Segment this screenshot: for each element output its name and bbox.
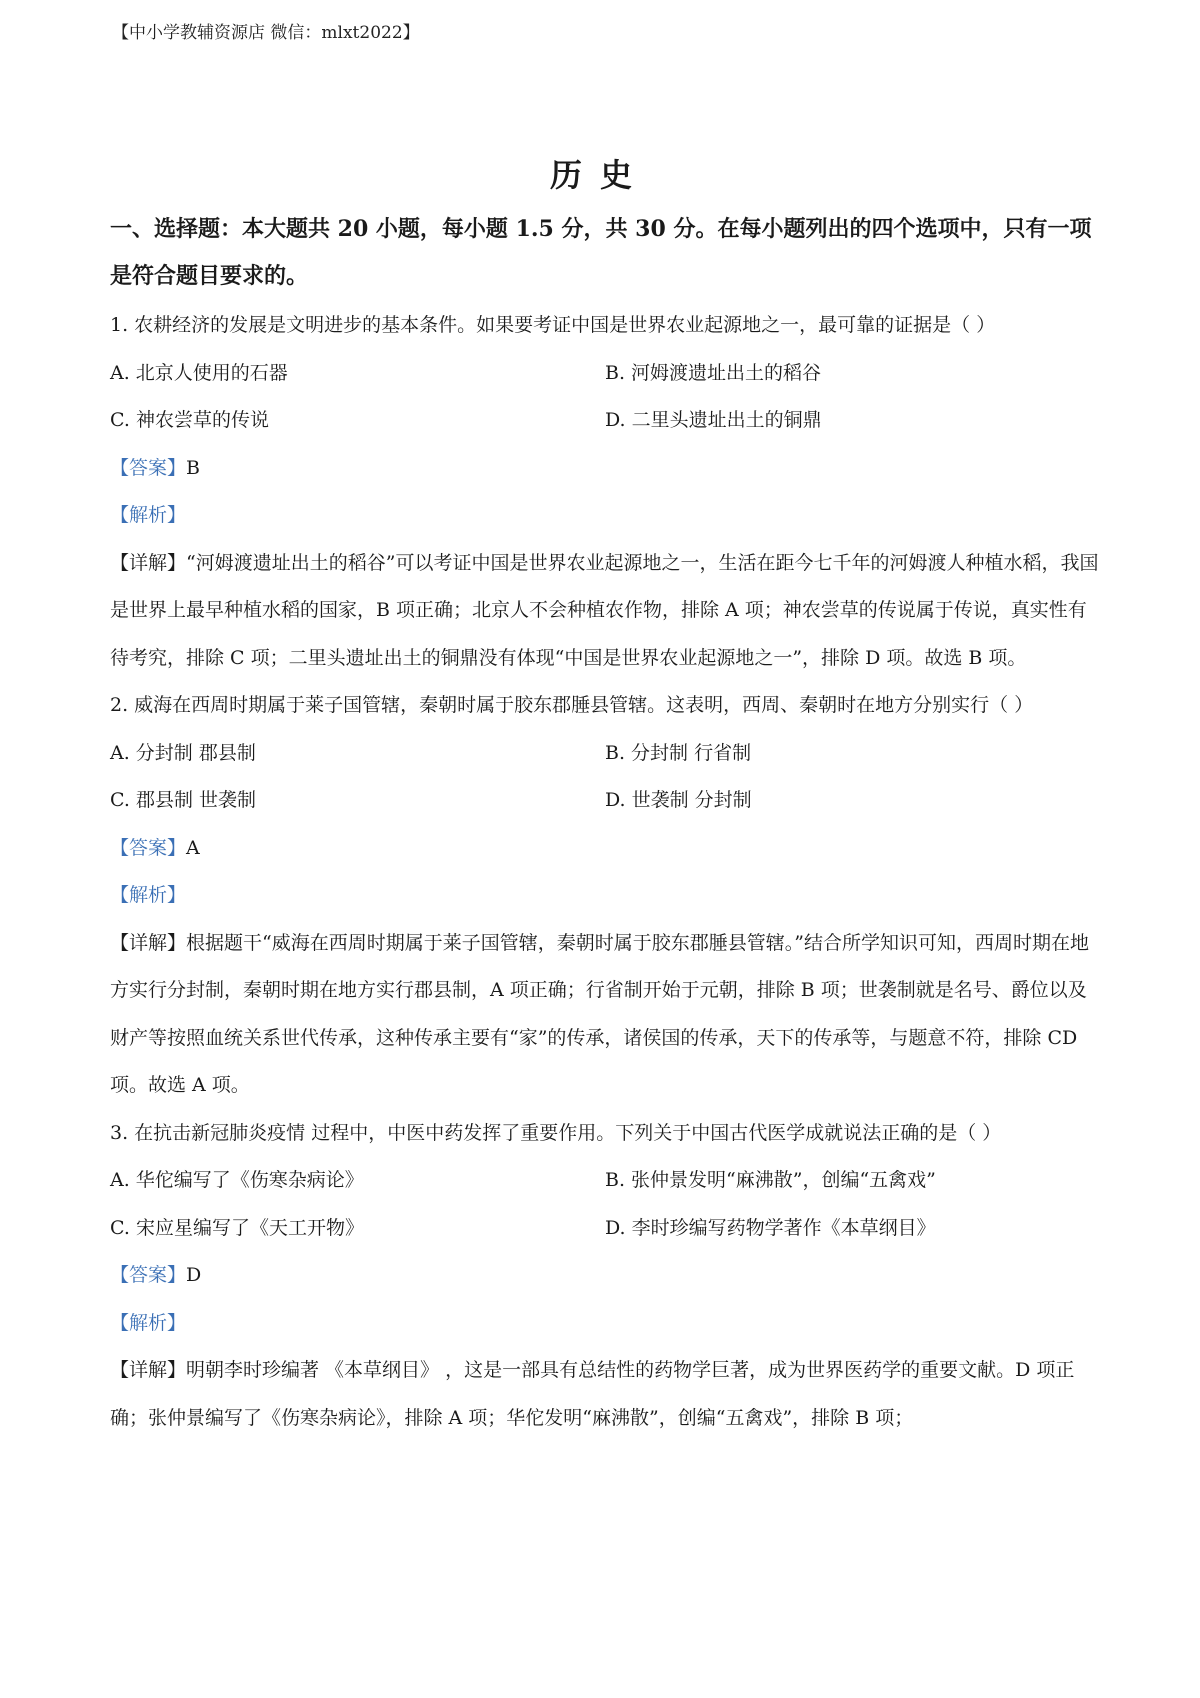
detail-text: “河姆渡遗址出土的稻谷”可以考证中国是世界农业起源地之一，生活在距今七千年的河姆渡人种植水稻，我国是世界上最早种植水稻的国家，B 项正确；北京人不会种植农作物，排除 A 项；神农尝草的传说属于传说，真实性有待考究，排除 C 项；二里头遗址出土的铜鼎没有体现“中国是世界农业起源地之一”，排除 D 项。故选 B 项。 <box>110 551 1099 669</box>
question-1-stem: 1. 农耕经济的发展是文明进步的基本条件。如果要考证中国是世界农业起源地之一，最可靠的证据是（ ） <box>110 314 996 336</box>
question-2-options <box>110 730 1100 825</box>
question-3-analysis-label: 【解析】 <box>110 1311 187 1334</box>
question-2 <box>110 682 1100 1110</box>
question-1-option-d: D. 二里头遗址出土的铜鼎 <box>605 409 822 431</box>
question-3 <box>110 1110 1100 1443</box>
question-1-option-b: B. 河姆渡遗址出土的稻谷 <box>605 361 822 384</box>
answer-value: A <box>186 836 200 859</box>
question-2-option-d: D. 世袭制 分封制 <box>605 789 752 811</box>
question-3-option-b: B. 张仲景发明“麻沸散”，创编“五禽戏” <box>605 1169 936 1191</box>
watermark-text: 【中小学教辅资源店 微信：mlxt2022】 <box>112 23 420 43</box>
answer-value: B <box>186 456 200 479</box>
detail-label: 【详解】 <box>110 1359 187 1381</box>
question-3-option-d: D. 李时珍编写药物学著作《本草纲目》 <box>605 1216 936 1239</box>
question-2-option-b: B. 分封制 行省制 <box>605 741 752 764</box>
question-1 <box>110 302 1100 682</box>
question-1-options <box>110 350 1100 445</box>
detail-text: 根据题干“威海在西周时期属于莱子国管辖，秦朝时属于胶东郡腄县管辖。”结合所学知识可知，西周时期在地方实行分封制，秦朝时期在地方实行郡县制，A 项正确；行省制开始于元朝，排除 B 项；世袭制就是名号、爵位以及财产等按照血统关系世代传承，这种传承主要有“家”的传承，诸侯国的传承，天下的传承等，与题意不符，排除 CD 项。故选 A 项。 <box>110 931 1089 1096</box>
question-3-options <box>110 1157 1100 1252</box>
question-1-analysis-label: 【解析】 <box>110 504 187 526</box>
question-1-option-a: A. 北京人使用的石器 <box>110 361 288 384</box>
question-2-stem: 2. 威海在西周时期属于莱子国管辖，秦朝时属于胶东郡腄县管辖。这表明，西周、秦朝时在地方分别实行（ ） <box>110 694 1034 716</box>
answer-label: 【答案】 <box>110 1264 187 1286</box>
question-2-answer <box>110 825 1100 873</box>
detail-label: 【详解】 <box>110 931 187 954</box>
question-3-option-c: C. 宋应星编写了《天工开物》 <box>110 1216 364 1239</box>
question-3-option-a: A. 华佗编写了《伤寒杂病论》 <box>110 1169 364 1191</box>
question-1-detail <box>110 540 1100 683</box>
section-heading: 一、选择题：本大题共 20 小题，每小题 1.5 分，共 30 分。在每小题列出的四个选项中，只有一项是符合题目要求的。 <box>110 216 1092 289</box>
question-1-answer <box>110 445 1100 493</box>
detail-label: 【详解】 <box>110 551 187 574</box>
question-3-answer <box>110 1252 1100 1300</box>
question-3-stem: 3. 在抗击新冠肺炎疫情 过程中，中医中药发挥了重要作用。下列关于中国古代医学成就说法正确的是（ ） <box>110 1121 1002 1144</box>
question-2-analysis-label: 【解析】 <box>110 884 187 906</box>
question-2-option-a: A. 分封制 郡县制 <box>110 741 256 764</box>
question-2-detail <box>110 920 1100 1110</box>
answer-label: 【答案】 <box>110 836 187 859</box>
question-1-option-c: C. 神农尝草的传说 <box>110 409 269 431</box>
document-body <box>110 206 1100 1442</box>
answer-value: D <box>186 1264 202 1286</box>
page-title: 历史 <box>549 156 650 194</box>
detail-text: 明朝李时珍编著 《本草纲目》 ，这是一部具有总结性的药物学巨著，成为世界医药学的重要文献。D 项正确；张仲景编写了《伤寒杂病论》，排除 A 项；华佗发明“麻沸散”，创编“五禽戏”，排除 B 项； <box>110 1359 1075 1429</box>
question-3-detail <box>110 1347 1100 1442</box>
answer-label: 【答案】 <box>110 456 187 479</box>
question-2-option-c: C. 郡县制 世袭制 <box>110 789 256 811</box>
